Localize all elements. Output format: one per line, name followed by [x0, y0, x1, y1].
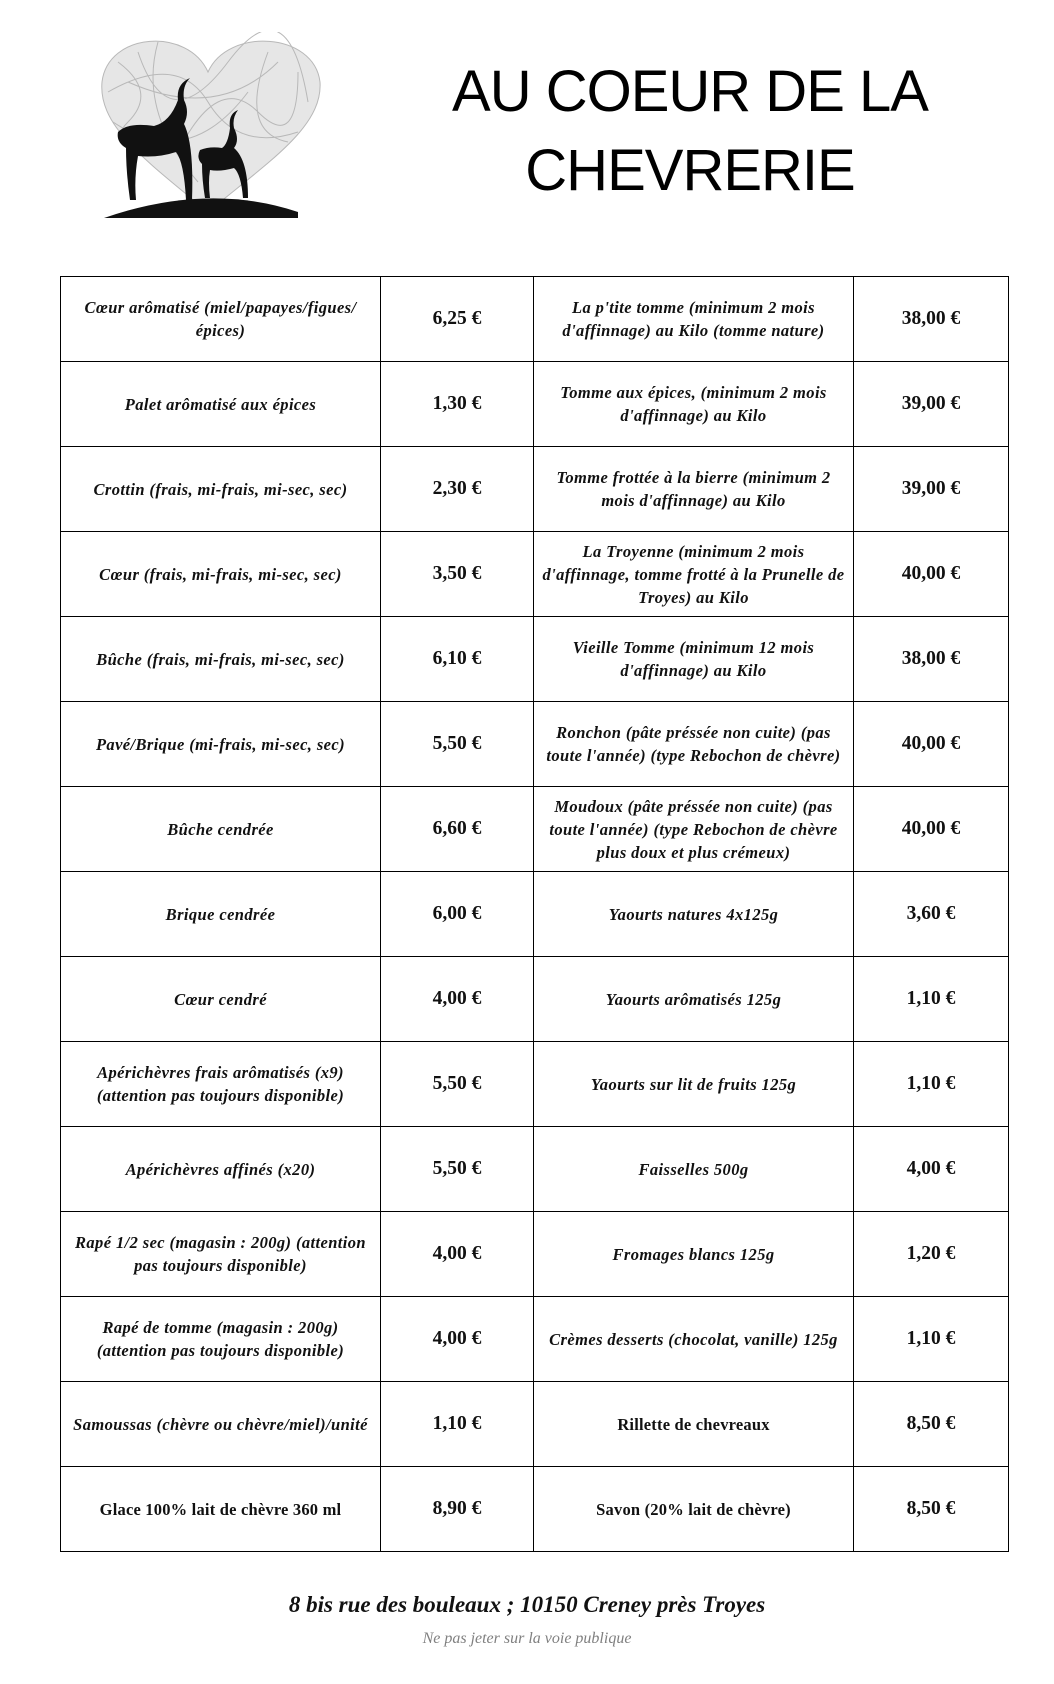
left-product-name: Palet arômatisé aux épices: [61, 362, 381, 447]
left-product-price: 6,10 €: [381, 617, 534, 702]
left-product-price: 3,50 €: [381, 532, 534, 617]
left-product-price: 5,50 €: [381, 1042, 534, 1127]
left-product-name: Rapé 1/2 sec (magasin : 200g) (attention pas toujours disponible): [61, 1212, 381, 1297]
right-product-name: Faisselles 500g: [534, 1127, 854, 1212]
left-product-price: 4,00 €: [381, 1212, 534, 1297]
title-line-1: AU COEUR DE LA: [452, 59, 928, 124]
right-product-price: 1,10 €: [854, 957, 1009, 1042]
right-product-name: La p'tite tomme (minimum 2 mois d'affinnage) au Kilo (tomme nature): [534, 277, 854, 362]
right-product-price: 3,60 €: [854, 872, 1009, 957]
right-product-price: 40,00 €: [854, 702, 1009, 787]
goats-heart-logo-icon: [98, 32, 326, 220]
left-product-price: 6,60 €: [381, 787, 534, 872]
right-product-name: Yaourts natures 4x125g: [534, 872, 854, 957]
left-product-name: Cœur (frais, mi-frais, mi-sec, sec): [61, 532, 381, 617]
left-product-name: Bûche cendrée: [61, 787, 381, 872]
table-row: [61, 1297, 1009, 1382]
left-product-price: 4,00 €: [381, 1297, 534, 1382]
table-row: [61, 1042, 1009, 1127]
right-product-price: 4,00 €: [854, 1127, 1009, 1212]
table-row: [61, 1382, 1009, 1467]
right-product-name: Yaourts sur lit de fruits 125g: [534, 1042, 854, 1127]
left-product-price: 1,30 €: [381, 362, 534, 447]
left-product-name: Cœur arômatisé (miel/papayes/figues/épices): [61, 277, 381, 362]
left-product-price: 2,30 €: [381, 447, 534, 532]
left-product-name: Bûche (frais, mi-frais, mi-sec, sec): [61, 617, 381, 702]
left-product-name: Pavé/Brique (mi-frais, mi-sec, sec): [61, 702, 381, 787]
left-product-price: 1,10 €: [381, 1382, 534, 1467]
table-row: [61, 1127, 1009, 1212]
address: 8 bis rue des bouleaux ; 10150 Creney près Troyes: [288, 1592, 766, 1617]
right-product-name: Tomme aux épices, (minimum 2 mois d'affinnage) au Kilo: [534, 362, 854, 447]
right-product-name: La Troyenne (minimum 2 mois d'affinnage, tomme frotté à la Prunelle de Troyes) au Kilo: [534, 532, 854, 617]
table-row: [61, 617, 1009, 702]
right-product-price: 40,00 €: [854, 787, 1009, 872]
right-product-price: 39,00 €: [854, 447, 1009, 532]
page-title: [440, 52, 940, 210]
left-product-name: Samoussas (chèvre ou chèvre/miel)/unité: [61, 1382, 381, 1467]
right-product-name: Crèmes desserts (chocolat, vanille) 125g: [534, 1297, 854, 1382]
table-row: [61, 1467, 1009, 1552]
left-product-price: 6,25 €: [381, 277, 534, 362]
table-row: [61, 532, 1009, 617]
right-product-price: 40,00 €: [854, 532, 1009, 617]
left-product-name: Brique cendrée: [61, 872, 381, 957]
right-product-price: 1,10 €: [854, 1297, 1009, 1382]
table-row: [61, 957, 1009, 1042]
left-product-price: 8,90 €: [381, 1467, 534, 1552]
left-product-name: Rapé de tomme (magasin : 200g) (attention pas toujours disponible): [61, 1297, 381, 1382]
right-product-name: Fromages blancs 125g: [534, 1212, 854, 1297]
left-product-price: 5,50 €: [381, 702, 534, 787]
right-product-name: Vieille Tomme (minimum 12 mois d'affinnage) au Kilo: [534, 617, 854, 702]
left-product-price: 5,50 €: [381, 1127, 534, 1212]
table-row: [61, 787, 1009, 872]
price-table: [60, 276, 1009, 1552]
right-product-name: Tomme frottée à la bierre (minimum 2 mois d'affinnage) au Kilo: [534, 447, 854, 532]
left-product-price: 6,00 €: [381, 872, 534, 957]
table-row: [61, 872, 1009, 957]
left-product-name: Apérichèvres frais arômatisés (x9) (attention pas toujours disponible): [61, 1042, 381, 1127]
right-product-price: 1,20 €: [854, 1212, 1009, 1297]
right-product-name: Rillette de chevreaux: [534, 1382, 854, 1467]
right-product-name: Savon (20% lait de chèvre): [534, 1467, 854, 1552]
table-row: [61, 447, 1009, 532]
table-row: [61, 277, 1009, 362]
left-product-name: Apérichèvres affinés (x20): [61, 1127, 381, 1212]
left-product-name: Glace 100% lait de chèvre 360 ml: [61, 1467, 381, 1552]
right-product-price: 38,00 €: [854, 277, 1009, 362]
disposal-note: Ne pas jeter sur la voie publique: [422, 1630, 632, 1647]
title-line-2: CHEVRERIE: [525, 138, 855, 203]
right-product-name: Ronchon (pâte préssée non cuite) (pas toute l'année) (type Rebochon de chèvre): [534, 702, 854, 787]
right-product-price: 38,00 €: [854, 617, 1009, 702]
table-row: [61, 1212, 1009, 1297]
right-product-price: 8,50 €: [854, 1467, 1009, 1552]
table-row: [61, 702, 1009, 787]
right-product-price: 8,50 €: [854, 1382, 1009, 1467]
right-product-name: Moudoux (pâte préssée non cuite) (pas toute l'année) (type Rebochon de chèvre plus doux et plus crémeux): [534, 787, 854, 872]
table-row: [61, 362, 1009, 447]
left-product-name: Cœur cendré: [61, 957, 381, 1042]
left-product-name: Crottin (frais, mi-frais, mi-sec, sec): [61, 447, 381, 532]
right-product-price: 39,00 €: [854, 362, 1009, 447]
left-product-price: 4,00 €: [381, 957, 534, 1042]
right-product-name: Yaourts arômatisés 125g: [534, 957, 854, 1042]
right-product-price: 1,10 €: [854, 1042, 1009, 1127]
